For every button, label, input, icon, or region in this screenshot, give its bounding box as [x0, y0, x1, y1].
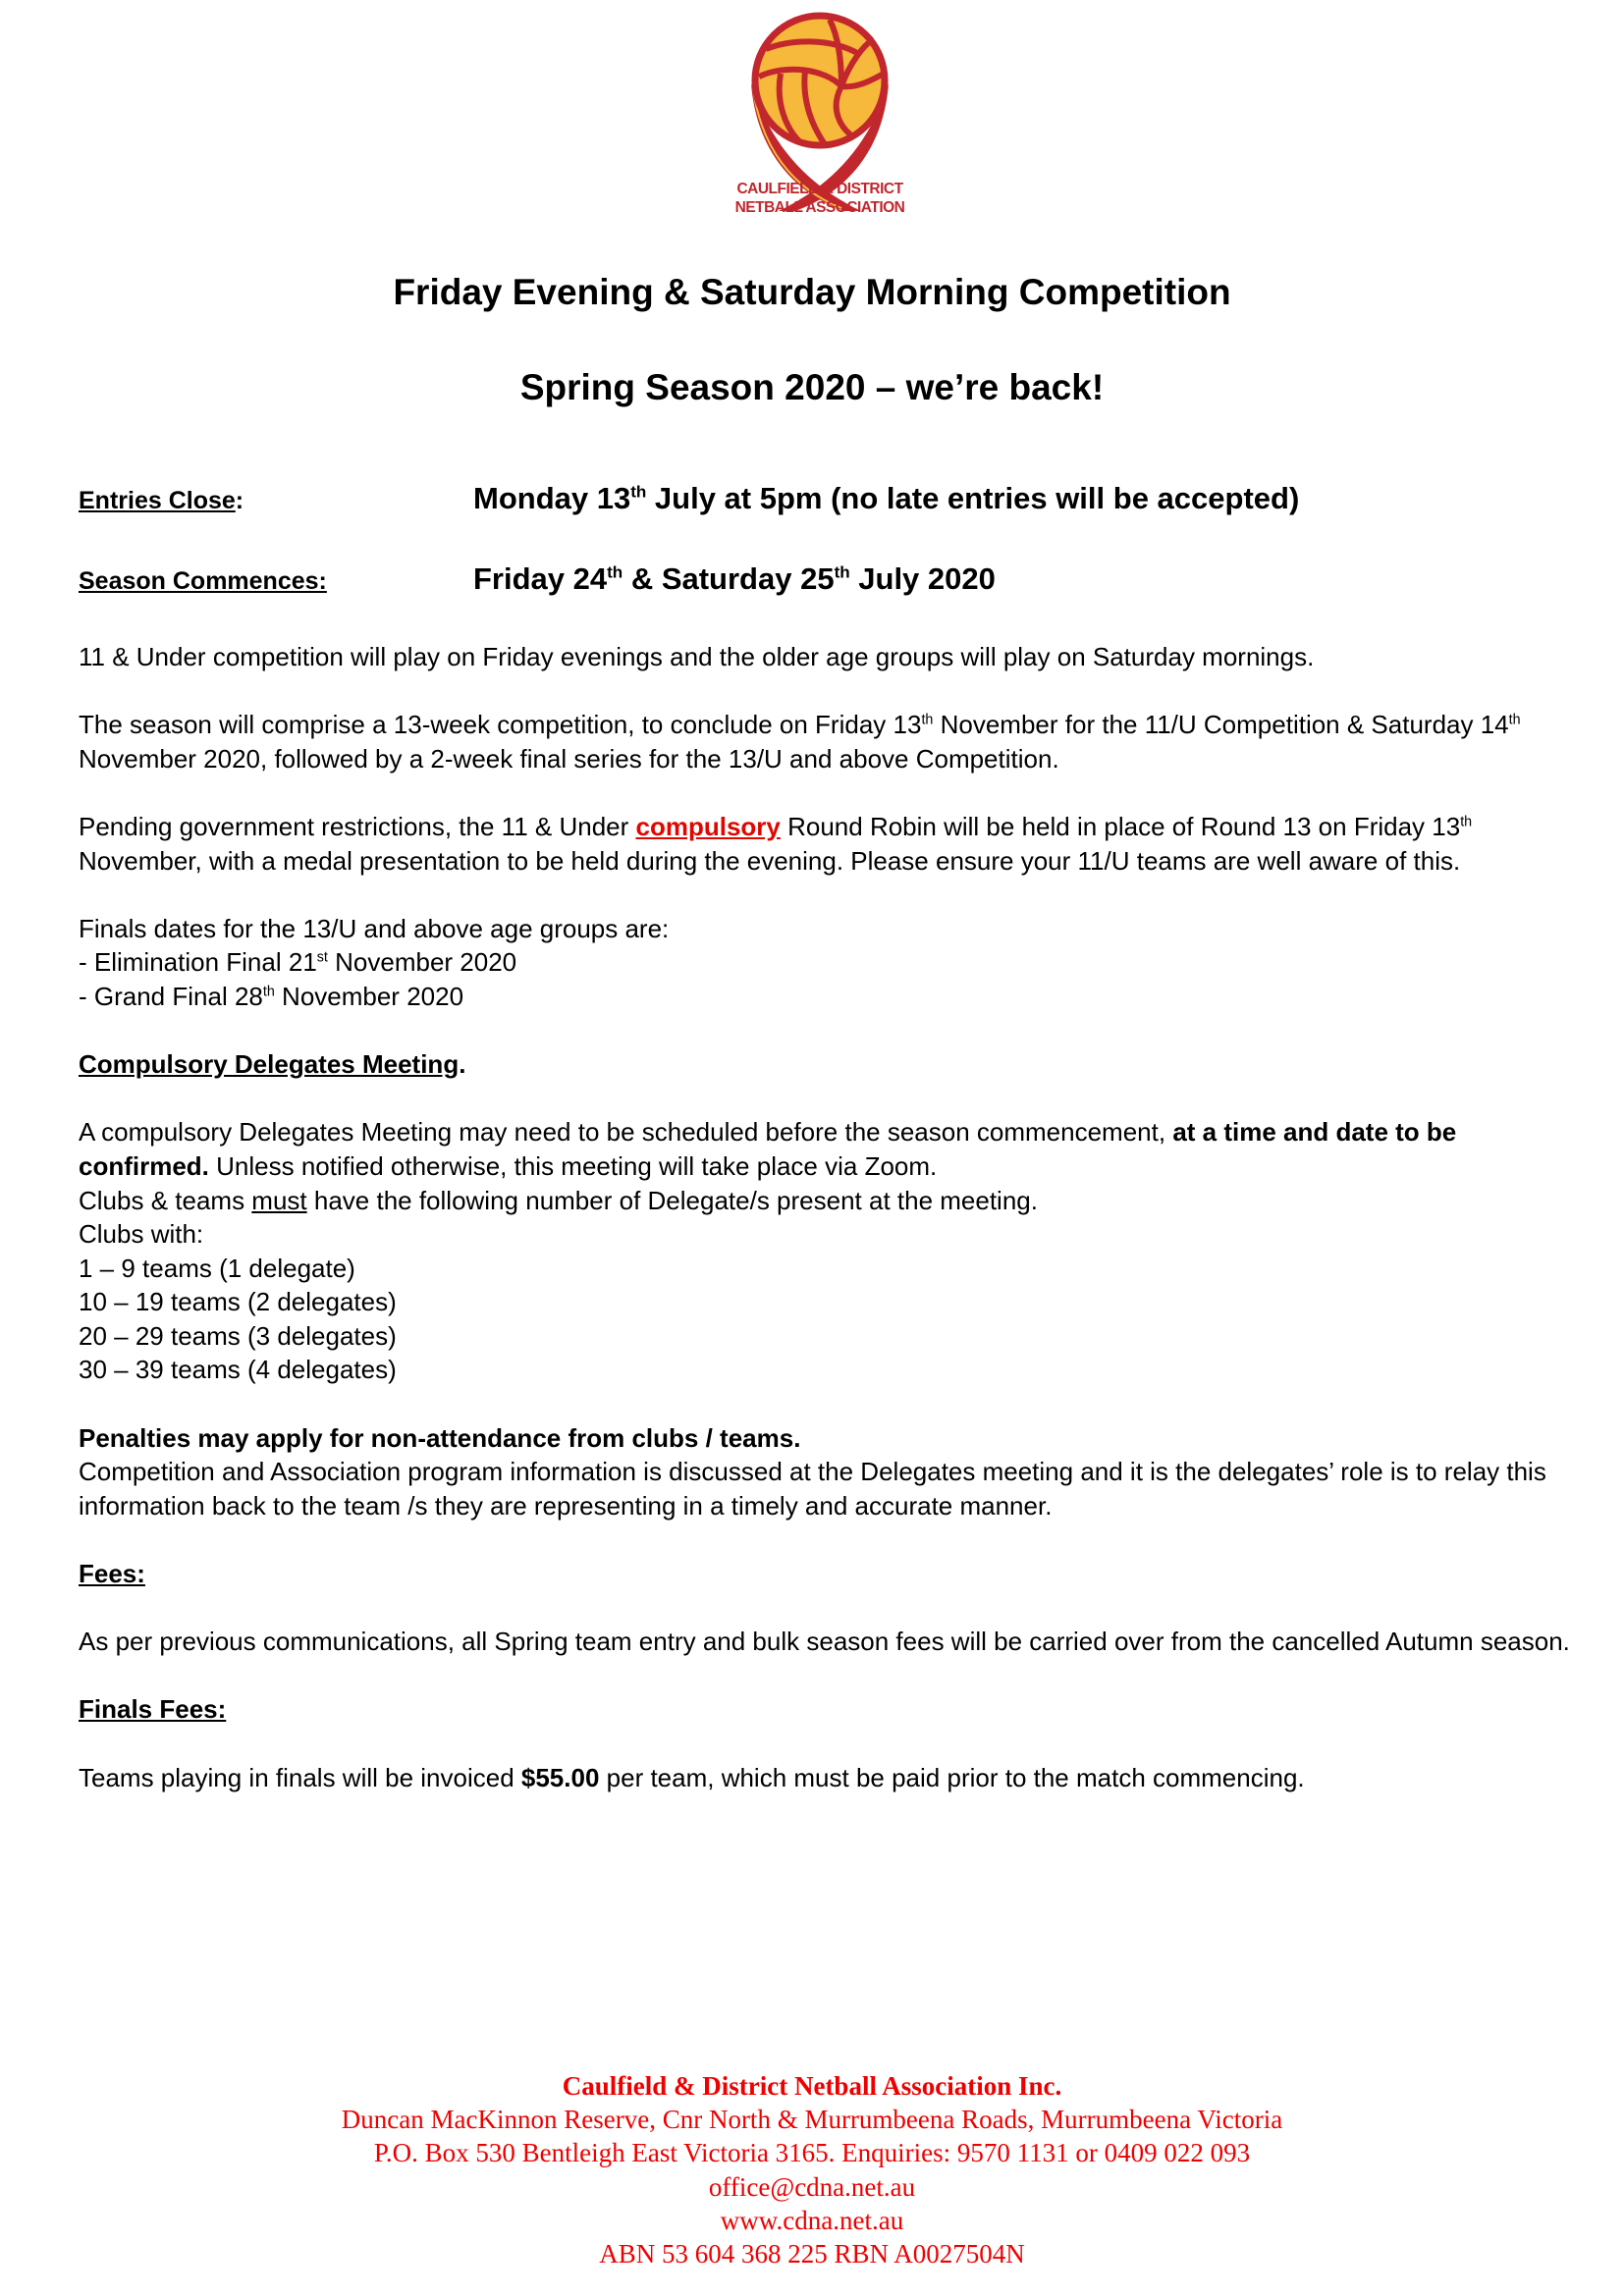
tier-item: 30 – 39 teams (4 delegates) [79, 1355, 397, 1385]
text: November, with a medal presentation to be held during the evening. Please ensure your 11/U teams are well aware of this. [79, 845, 1461, 876]
fees-text: As per previous communications, all Spring team entry and bulk season fees will be carried over from the cancelled Autumn season. [79, 1627, 1570, 1657]
logo-wordmark [687, 180, 952, 217]
text: The season will comprise a 13-week competition, to conclude on Friday 13 [79, 710, 922, 740]
underlined-must: must [251, 1185, 307, 1215]
finals-fee-amount: $55.00 [520, 1762, 600, 1792]
entries-close-date: Monday 13 [473, 481, 631, 515]
footer-org-name: Caulfield & District Netball Association Inc. [562, 2071, 1062, 2101]
logo-line-1: CAULFIELD & DISTRICT [736, 181, 903, 197]
compulsory-highlight: compulsory [635, 811, 781, 841]
para-round-robin [79, 810, 1571, 878]
text: Teams playing in finals will be invoiced [79, 1762, 521, 1792]
ordinal-suffix: th [607, 562, 623, 582]
delegates-heading-text: Compulsory Delegates Meeting [79, 1049, 460, 1080]
saturday-date: & Saturday 25 [623, 561, 835, 596]
friday-date: Friday 24 [473, 561, 608, 596]
text: November 2020 [327, 947, 517, 978]
footer-po-box-phone: P.O. Box 530 Bentleigh East Victoria 3165. Enquiries: 9570 1131 or 0409 022 093 [373, 2138, 1251, 2168]
delegates-heading [79, 1047, 1571, 1082]
entries-close-detail: July at 5pm (no late entries will be accepted) [646, 481, 1300, 515]
text: November 2020 [274, 981, 464, 1011]
para-season-length [79, 708, 1571, 775]
footer-abn: ABN 53 604 368 225 RBN A0027504N [599, 2239, 1025, 2269]
footer-address: Duncan MacKinnon Reserve, Cnr North & Murrumbeena Roads, Murrumbeena Victoria [341, 2105, 1283, 2135]
tier-item: 10 – 19 teams (2 delegates) [79, 1287, 397, 1317]
ordinal-suffix: th [834, 562, 850, 582]
season-month-year: July 2020 [849, 561, 996, 596]
ordinal-suffix: th [630, 482, 647, 502]
footer-email[interactable]: office@cdna.net.au [708, 2171, 916, 2202]
text: Unless notified otherwise, this meeting will take place via Zoom. [208, 1150, 938, 1181]
footer-website[interactable]: www.cdna.net.au [720, 2205, 904, 2235]
text: - Grand Final 28 [79, 981, 263, 1011]
text: Clubs & teams [79, 1185, 252, 1215]
season-commences-label: Season Commences: [79, 567, 327, 595]
text: November 2020, followed by a 2-week final series for the 13/U and above Competition. [79, 743, 1059, 774]
delegates-para-2 [79, 1184, 1571, 1218]
delegates-para-1 [79, 1115, 1571, 1183]
body-text [79, 640, 1571, 1794]
season-commences-value [473, 561, 996, 597]
logo-line-2: NETBALL ASSOCIATION [734, 199, 905, 216]
ordinal-suffix: st [316, 949, 328, 966]
text: have the following number of Delegate/s present at the meeting. [306, 1185, 1038, 1215]
fees-heading [79, 1557, 1571, 1591]
text: November for the 11/U Competition & Saturday 14 [933, 710, 1509, 740]
finals-fees-heading-text: Finals Fees: [79, 1694, 227, 1725]
footer-contact [0, 2069, 1624, 2270]
ordinal-suffix: th [1460, 814, 1473, 830]
text: per team, which must be paid prior to the match commencing. [599, 1762, 1305, 1792]
entries-close-label [79, 487, 244, 515]
finals-intro: Finals dates for the 13/U and above age groups are: [79, 913, 670, 943]
ordinal-suffix: th [1508, 712, 1521, 728]
ordinal-suffix: th [921, 712, 934, 728]
delegates-role: Competition and Association program information is discussed at the Delegates meeting and it is the delegates’ role is to relay this information back to the team /s they are representing in a timely and accurate manner. [79, 1457, 1546, 1521]
para-age-groups: 11 & Under competition will play on Friday evenings and the older age groups will play on Saturday mornings. [79, 642, 1315, 671]
text: Round Robin will be held in place of Round 13 on Friday 13 [780, 811, 1461, 841]
tier-item: 1 – 9 teams (1 delegate) [79, 1253, 355, 1283]
penalties-notice: Penalties may apply for non-attendance from clubs / teams. [79, 1422, 801, 1453]
fees-heading-text: Fees: [79, 1559, 145, 1589]
clubs-with: Clubs with: [79, 1219, 204, 1250]
finals-fees-text [79, 1761, 1571, 1795]
heading-period: . [459, 1049, 466, 1080]
grand-final [79, 980, 1571, 1014]
page-title: Friday Evening & Saturday Morning Competition [393, 272, 1231, 312]
elimination-final [79, 945, 1571, 980]
finals-fees-heading [79, 1692, 1571, 1727]
bold-text: at a time and date to be confirmed. [79, 1117, 1457, 1181]
page-subtitle: Spring Season 2020 – we’re back! [519, 367, 1105, 407]
text: - Elimination Final 21 [79, 947, 317, 978]
entries-close-colon: : [235, 487, 244, 514]
text: Pending government restrictions, the 11 & Under [79, 811, 636, 841]
ordinal-suffix: th [262, 984, 275, 1000]
text: A compulsory Delegates Meeting may need to be scheduled before the season commencement, [79, 1117, 1173, 1148]
entries-close-label-text: Entries Close [79, 487, 236, 514]
entries-close-value [473, 481, 1299, 516]
tier-item: 20 – 29 teams (3 delegates) [79, 1320, 397, 1351]
